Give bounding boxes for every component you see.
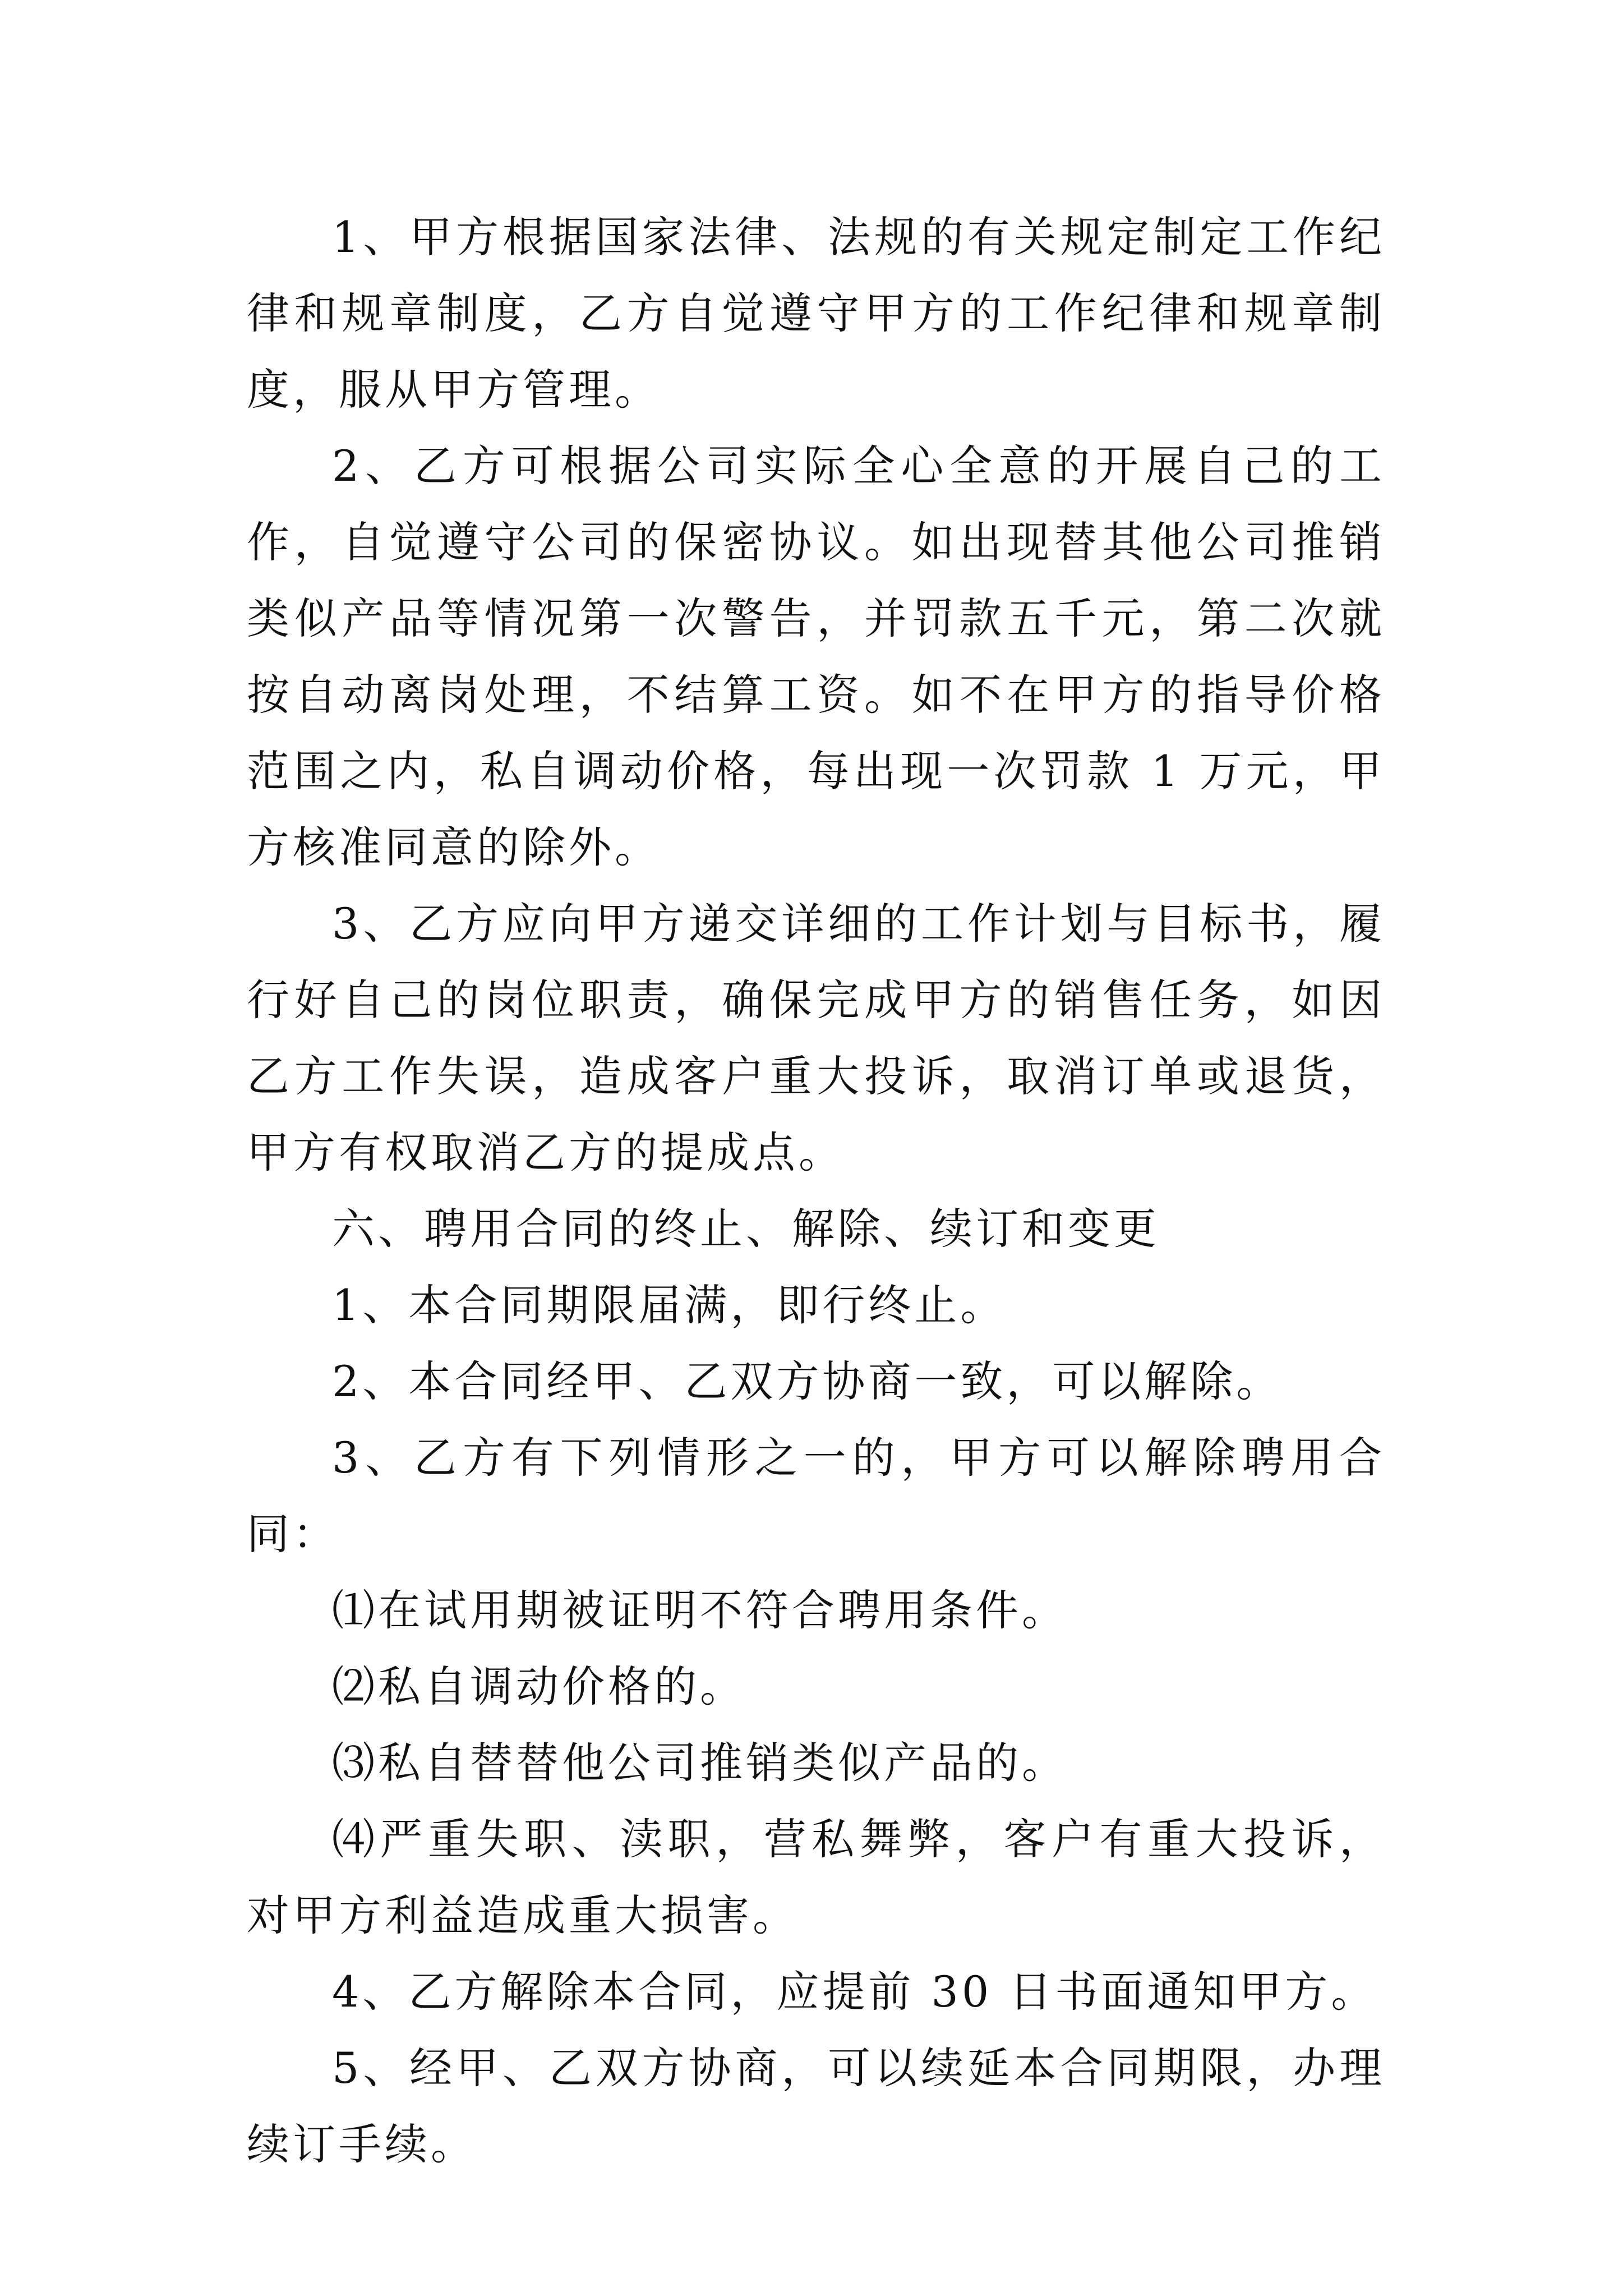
section-6-item-4: 4、乙方解除本合同，应提前 30 日书面通知甲方。 [332,1967,1377,2017]
sub-item-3: ⑶私自替替他公司推销类似产品的。 [332,1738,1068,1788]
sub-item-2: ⑵私自调动价格的。 [332,1662,746,1711]
section-6-item-2: 2、本合同经甲、乙双方协商一致，可以解除。 [332,1356,1283,1406]
section-6-heading: 六、聘用合同的终止、解除、续订和变更 [332,1204,1160,1254]
sub-item-1: ⑴在试用期被证明不符合聘用条件。 [332,1585,1068,1635]
clause-3-work-plan: 3、乙方应向甲方递交详细的工作计划与目标书，履行好自己的岗位职责，确保完成甲方的销售任务，如因乙方工作失误，造成客户重大投诉，取消订单或退货，甲方有权取消乙方的提成点。 [247,899,1385,1177]
section-6-item-5: 5、经甲、乙双方协商，可以续延本合同期限，办理续订手续。 [247,2043,1385,2169]
section-6-item-3: 3、乙方有下列情形之一的，甲方可以解除聘用合同： [247,1433,1385,1559]
clause-1-discipline: 1、甲方根据国家法律、法规的有关规定制定工作纪律和规章制度，乙方自觉遵守甲方的工作纪律和规章制度，服从甲方管理。 [247,212,1385,415]
section-6-item-1: 1、本合同期限届满，即行终止。 [332,1280,1007,1330]
sub-item-4: ⑷严重失职、渎职，营私舞弊，客户有重大投诉，对甲方利益造成重大损害。 [247,1814,1385,1940]
contract-body [247,199,1385,2183]
clause-2-confidentiality: 2、乙方可根据公司实际全心全意的开展自己的工作，自觉遵守公司的保密协议。如出现替其他公司推销类似产品等情况第一次警告，并罚款五千元，第二次就按自动离岗处理，不结算工资。如不在甲方的指导价格范围之内，私自调动价格，每出现一次罚款 1 万元，甲方核准同意的除外。 [247,441,1385,872]
